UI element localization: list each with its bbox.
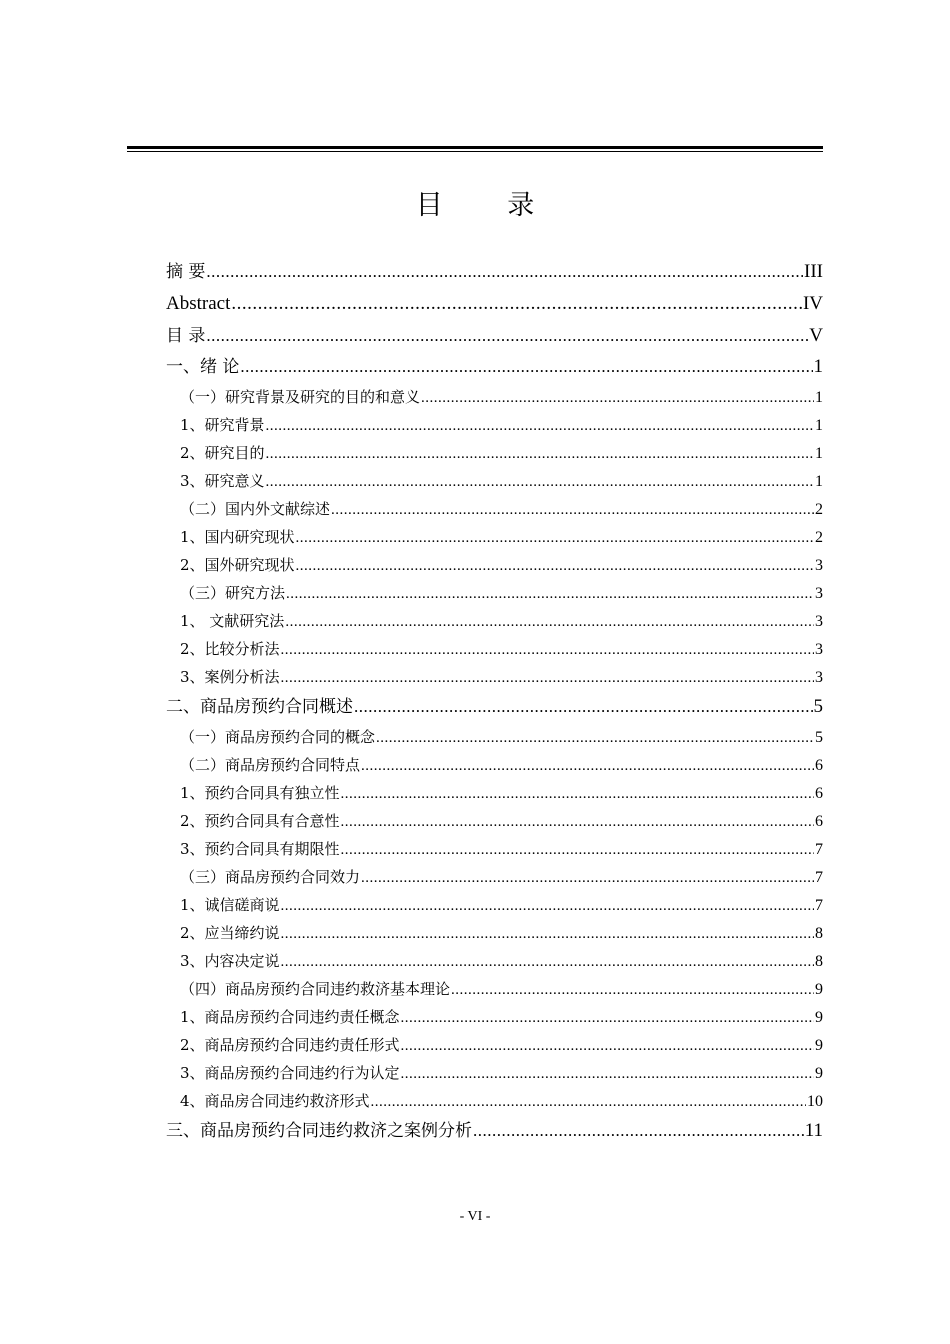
toc-entry-label: 3、商品房预约合同违约行为认定 <box>180 1063 400 1082</box>
toc-entry[interactable] <box>166 919 823 947</box>
toc-entry-label: 2、国外研究现状 <box>180 556 295 575</box>
toc-entry-label: 2、预约合同具有合意性 <box>180 811 340 830</box>
toc-entry-label: 1、 文献研究法 <box>180 612 285 631</box>
toc-entry[interactable] <box>166 635 823 663</box>
toc-entry-label: （四）商品房预约合同违约救济基本理论 <box>180 979 451 998</box>
toc-entry-page-number: 1 <box>815 417 823 435</box>
toc-dot-leader <box>206 320 808 352</box>
toc-entry-label: （一）商品房预约合同的概念 <box>180 727 376 746</box>
toc-entry[interactable] <box>166 467 823 495</box>
toc-entry-page-number: 7 <box>815 896 823 914</box>
toc-entry[interactable] <box>166 663 823 691</box>
toc-dot-leader <box>341 780 814 807</box>
toc-dot-leader <box>371 1088 806 1115</box>
toc-dot-leader <box>401 1060 814 1087</box>
toc-entry-page-number: 9 <box>815 1008 823 1026</box>
toc-entry[interactable] <box>166 523 823 551</box>
toc-entry-page-number: 2 <box>815 501 823 519</box>
toc-entry[interactable] <box>166 1059 823 1087</box>
toc-entry-label: 1、商品房预约合同违约责任概念 <box>180 1007 400 1026</box>
toc-entry[interactable] <box>166 288 823 320</box>
header-rule-thin <box>127 151 823 152</box>
toc-entry[interactable] <box>166 723 823 751</box>
toc-entry-page-number: 9 <box>815 1036 823 1054</box>
toc-entry-page-number: 7 <box>815 868 823 886</box>
toc-entry-page-number: 11 <box>804 1119 823 1141</box>
toc-dot-leader <box>376 724 814 751</box>
toc-entry-page-number: 2 <box>815 529 823 547</box>
toc-entry[interactable] <box>166 495 823 523</box>
toc-entry-label: 一、绪 论 <box>166 357 240 378</box>
toc-entry[interactable] <box>166 551 823 579</box>
toc-entry-label: 1、国内研究现状 <box>180 528 295 547</box>
toc-dot-leader <box>266 468 814 495</box>
toc-entry-page-number: 3 <box>815 613 823 631</box>
toc-entry-label: Abstract <box>166 292 231 314</box>
toc-entry-label: （二）商品房预约合同特点 <box>180 755 361 774</box>
toc-dot-leader <box>341 808 814 835</box>
toc-entry-page-number: 3 <box>815 641 823 659</box>
toc-entry[interactable] <box>166 607 823 635</box>
toc-entry[interactable] <box>166 1087 823 1115</box>
toc-entry-label: 2、比较分析法 <box>180 640 280 659</box>
toc-dot-leader <box>286 580 814 607</box>
toc-entry-page-number: 3 <box>815 669 823 687</box>
toc-entry-page-number: 1 <box>815 473 823 491</box>
toc-entry-page-number: 1 <box>815 389 823 407</box>
toc-entry-page-number: 9 <box>815 1064 823 1082</box>
toc-dot-leader <box>361 752 814 779</box>
toc-entry-page-number: 5 <box>815 728 823 746</box>
toc-entry-label: 1、预约合同具有独立性 <box>180 783 340 802</box>
toc-dot-leader <box>354 691 813 723</box>
toc-dot-leader <box>281 948 814 975</box>
toc-entry-page-number: IV <box>802 292 823 314</box>
toc-entry-label: 三、商品房预约合同违约救济之案例分析 <box>166 1120 472 1141</box>
toc-dot-leader <box>361 864 814 891</box>
toc-entry-label: 3、内容决定说 <box>180 951 280 970</box>
toc-dot-leader <box>451 976 814 1003</box>
toc-entry[interactable] <box>166 411 823 439</box>
toc-entry-label: 2、应当缔约说 <box>180 923 280 942</box>
toc-dot-leader <box>231 288 802 320</box>
toc-dot-leader <box>266 412 814 439</box>
toc-entry-page-number: 1 <box>813 356 823 378</box>
toc-dot-leader <box>240 351 812 383</box>
toc-entry-label: （二）国内外文献综述 <box>180 500 331 519</box>
toc-entry-page-number: 7 <box>815 840 823 858</box>
toc-entry-label: 2、研究目的 <box>180 444 265 463</box>
toc-entry-label: 2、商品房预约合同违约责任形式 <box>180 1035 400 1054</box>
toc-dot-leader <box>331 496 814 523</box>
header-rule-thick <box>127 146 823 149</box>
toc-entry-page-number: V <box>809 324 823 346</box>
toc-entry-label: 3、案例分析法 <box>180 668 280 687</box>
toc-entry-page-number: 8 <box>815 924 823 942</box>
toc-entry-page-number: 3 <box>815 585 823 603</box>
toc-entry-label: 二、商品房预约合同概述 <box>166 697 353 718</box>
toc-dot-leader <box>421 384 814 411</box>
toc-entry[interactable] <box>166 351 823 383</box>
toc-entry[interactable] <box>166 779 823 807</box>
toc-entry[interactable] <box>166 863 823 891</box>
toc-dot-leader <box>281 636 814 663</box>
toc-entry-page-number: III <box>804 261 823 282</box>
toc-entry-label: 4、商品房合同违约救济形式 <box>180 1091 370 1110</box>
toc-entry-page-number: 9 <box>815 980 823 998</box>
toc-entry[interactable] <box>166 947 823 975</box>
toc-entry-label: （三）研究方法 <box>180 584 286 603</box>
toc-entry-label: 1、研究背景 <box>180 416 265 435</box>
toc-entry-label: 摘 要 <box>166 262 206 282</box>
toc-dot-leader <box>266 440 814 467</box>
toc-dot-leader <box>341 836 814 863</box>
toc-dot-leader <box>281 664 814 691</box>
toc-entry[interactable] <box>166 751 823 779</box>
toc-entry[interactable] <box>166 320 823 352</box>
toc-entry[interactable] <box>166 1031 823 1059</box>
toc-dot-leader <box>296 524 814 551</box>
toc-entry-label: 3、研究意义 <box>180 472 265 491</box>
toc-entry[interactable] <box>166 975 823 1003</box>
toc-entry-label: 1、诚信磋商说 <box>180 895 280 914</box>
toc-entry[interactable] <box>166 891 823 919</box>
toc-dot-leader <box>281 920 814 947</box>
toc-entry-page-number: 1 <box>815 445 823 463</box>
toc-dot-leader <box>285 608 814 635</box>
toc-entry-page-number: 6 <box>815 812 823 830</box>
toc-dot-leader <box>401 1032 814 1059</box>
toc-entry[interactable] <box>166 256 823 288</box>
toc-entry[interactable] <box>166 1115 823 1147</box>
toc-entry[interactable] <box>166 439 823 467</box>
toc-entry[interactable] <box>166 1003 823 1031</box>
toc-dot-leader <box>206 256 803 288</box>
toc-dot-leader <box>473 1115 804 1147</box>
toc-entry-page-number: 5 <box>813 696 823 718</box>
table-of-contents <box>166 256 823 1147</box>
toc-entry[interactable] <box>166 383 823 411</box>
toc-dot-leader <box>401 1004 814 1031</box>
toc-entry-label: 目 录 <box>166 325 206 346</box>
toc-entry-page-number: 8 <box>815 952 823 970</box>
toc-entry[interactable] <box>166 579 823 607</box>
toc-entry[interactable] <box>166 807 823 835</box>
toc-entry-label: 3、预约合同具有期限性 <box>180 839 340 858</box>
toc-entry-label: （一）研究背景及研究的目的和意义 <box>180 388 421 407</box>
toc-entry-page-number: 10 <box>807 1092 823 1110</box>
toc-entry-page-number: 6 <box>815 756 823 774</box>
toc-entry-page-number: 3 <box>815 557 823 575</box>
toc-entry[interactable] <box>166 691 823 723</box>
toc-dot-leader <box>296 552 814 579</box>
page-number-footer: - VI - <box>459 1209 491 1224</box>
page-title: 目 录 <box>415 190 563 221</box>
toc-entry-page-number: 6 <box>815 784 823 802</box>
toc-entry[interactable] <box>166 835 823 863</box>
toc-dot-leader <box>281 892 814 919</box>
toc-entry-label: （三）商品房预约合同效力 <box>180 867 361 886</box>
